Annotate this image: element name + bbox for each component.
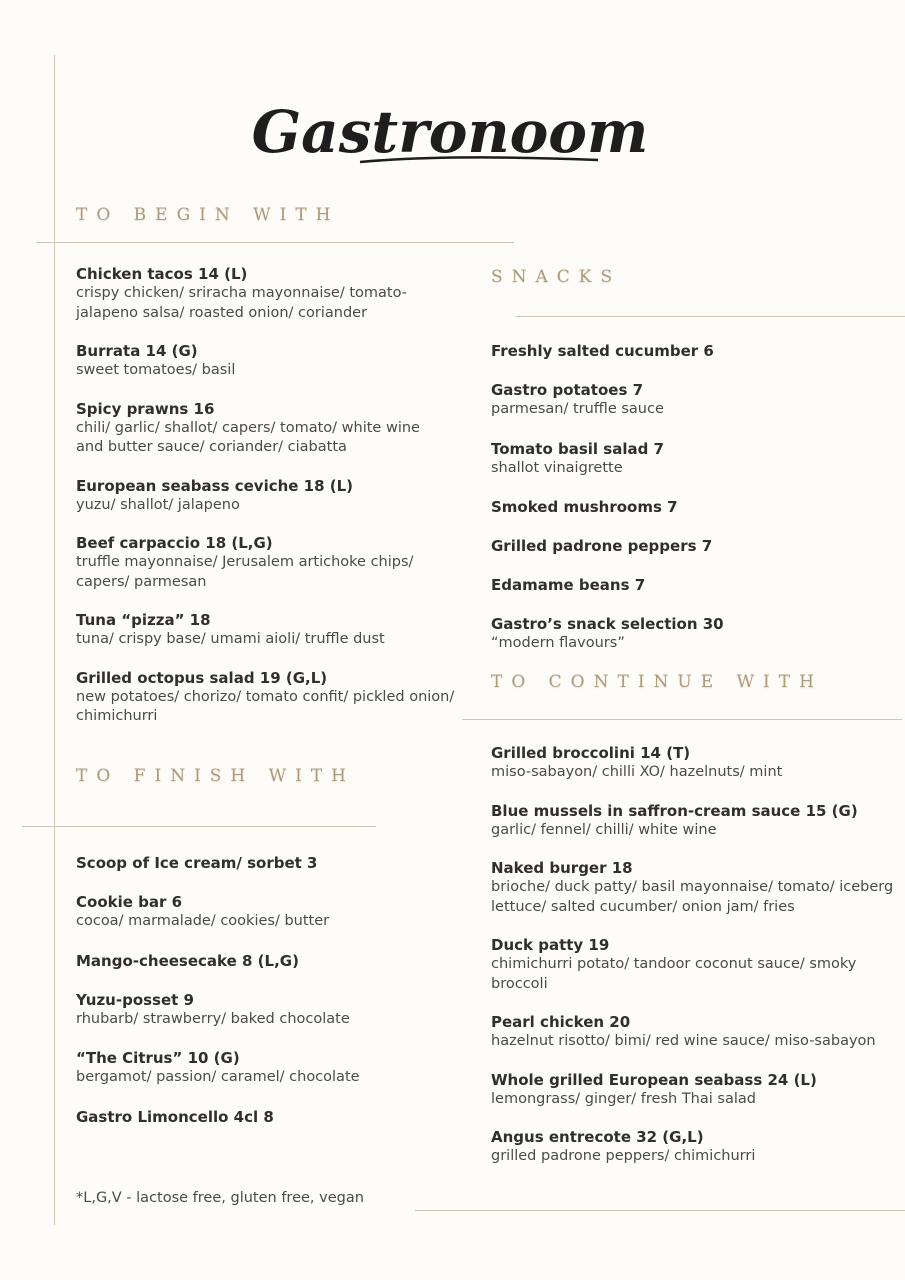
finish-heading-rule [22,826,376,827]
item-desc: chimichurri potato/ tandoor coconut sauce/ smoky broccoli [491,956,857,992]
item-desc: sweet tomatoes/ basil [76,362,236,378]
item-name: Grilled padrone peppers 7 [491,537,713,555]
menu-item [491,440,891,479]
item-desc: hazelnut risotto/ bimi/ red wine sauce/ miso-sabayon [491,1033,876,1049]
item-name: Burrata 14 (G) [76,342,198,360]
menu-item [76,952,406,971]
menu-item [76,477,466,516]
item-desc: grilled padrone peppers/ chimichurri [491,1148,756,1164]
svg-text:Gastronoom: Gastronoom [251,98,649,166]
menu-item [76,991,406,1030]
item-name: Pearl chicken 20 [491,1013,631,1031]
item-desc: lemongrass/ ginger/ fresh Thai salad [491,1090,756,1107]
item-name: Angus entrecote 32 (G,L) [491,1128,704,1146]
heading-continue: TO CONTINUE WITH [491,672,823,692]
bottom-rule [415,1210,905,1211]
item-name: Mango-cheesecake 8 (L,G) [76,951,299,970]
begin-section [76,265,466,727]
snacks-section [491,342,891,654]
item-name: Tuna “pizza” 18 [76,611,211,629]
item-name: Whole grilled European seabass 24 (L) [491,1070,817,1089]
item-name: Chicken tacos 14 (L) [76,265,248,283]
heading-finish: TO FINISH WITH [76,766,356,786]
gastronoom-logo [251,72,649,192]
menu-item [76,1108,406,1127]
menu-item [491,1071,901,1110]
menu-item [491,381,891,420]
menu-item [76,1049,406,1088]
heading-snacks: SNACKS [491,267,622,287]
item-desc: shallot vinaigrette [491,459,623,476]
finish-section [76,854,406,1127]
continue-heading-rule [462,719,902,720]
menu-item [76,854,406,873]
item-name: Blue mussels in saffron-cream sauce 15 (G) [491,801,858,820]
menu-item [491,744,901,783]
menu-item [491,936,901,994]
item-name: Gastro potatoes 7 [491,381,644,399]
item-name: Smoked mushrooms 7 [491,498,678,516]
menu-item [76,400,466,458]
menu-item [491,615,891,654]
item-name: Duck patty 19 [491,936,610,954]
menu-item [76,534,466,592]
heading-begin: TO BEGIN WITH [76,205,340,225]
menu-item [491,537,891,556]
item-name: Gastro Limoncello 4cl 8 [76,1107,274,1126]
menu-item [491,1013,901,1052]
item-name: Spicy prawns 16 [76,399,215,418]
left-vertical-rule [54,55,55,1225]
item-desc: “modern flavours” [491,635,625,651]
item-name: Scoop of Ice cream/ sorbet 3 [76,854,318,872]
item-name: Beef carpaccio 18 (L,G) [76,534,273,552]
menu-item [491,498,891,517]
menu-item [491,802,901,841]
allergen-footnote: *L,G,V - lactose free, gluten free, vegan [76,1190,364,1206]
item-name: “The Citrus” 10 (G) [76,1049,240,1067]
item-name: Freshly salted cucumber 6 [491,342,714,360]
item-desc: yuzu/ shallot/ jalapeno [76,496,240,513]
item-desc: garlic/ fennel/ chilli/ white wine [491,821,717,838]
menu-item [491,342,891,361]
item-desc: parmesan/ truffle sauce [491,401,664,417]
menu-item [76,893,406,932]
menu-item [491,576,891,595]
begin-heading-rule [36,242,514,243]
menu-item [491,859,901,917]
menu-item [76,611,466,650]
menu-item [76,669,466,727]
item-name: Cookie bar 6 [76,893,183,911]
item-name: European seabass ceviche 18 (L) [76,476,354,495]
item-desc: tuna/ crispy base/ umami aioli/ truffle dust [76,631,385,647]
item-name: Yuzu-posset 9 [76,990,194,1009]
item-desc: rhubarb/ strawberry/ baked chocolate [76,1010,350,1027]
menu-item [76,265,466,323]
snacks-heading-rule [516,316,905,317]
item-desc: truffle mayonnaise/ Jerusalem artichoke chips/ capers/ parmesan [76,554,414,590]
item-desc: bergamot/ passion/ caramel/ chocolate [76,1069,360,1085]
item-name: Gastro’s snack selection 30 [491,615,724,633]
item-name: Grilled broccolini 14 (T) [491,744,691,762]
item-desc: miso-sabayon/ chilli XO/ hazelnuts/ mint [491,764,783,780]
menu-item [76,342,466,381]
continue-section [491,744,901,1167]
item-name: Edamame beans 7 [491,576,646,594]
item-desc: crispy chicken/ sriracha mayonnaise/ tomato-jalapeno salsa/ roasted onion/ coriander [76,285,407,321]
item-name: Naked burger 18 [491,859,633,877]
item-desc: cocoa/ marmalade/ cookies/ butter [76,913,330,929]
item-name: Tomato basil salad 7 [491,439,664,458]
item-desc: new potatoes/ chorizo/ tomato confit/ pickled onion/ chimichurri [76,688,455,724]
item-desc: brioche/ duck patty/ basil mayonnaise/ tomato/ iceberg lettuce/ salted cucumber/ onion jam/ fries [491,879,894,915]
item-desc: chili/ garlic/ shallot/ capers/ tomato/ white wine and butter sauce/ coriander/ ciabatta [76,419,420,455]
item-name: Grilled octopus salad 19 (G,L) [76,668,328,687]
menu-item [491,1128,901,1167]
